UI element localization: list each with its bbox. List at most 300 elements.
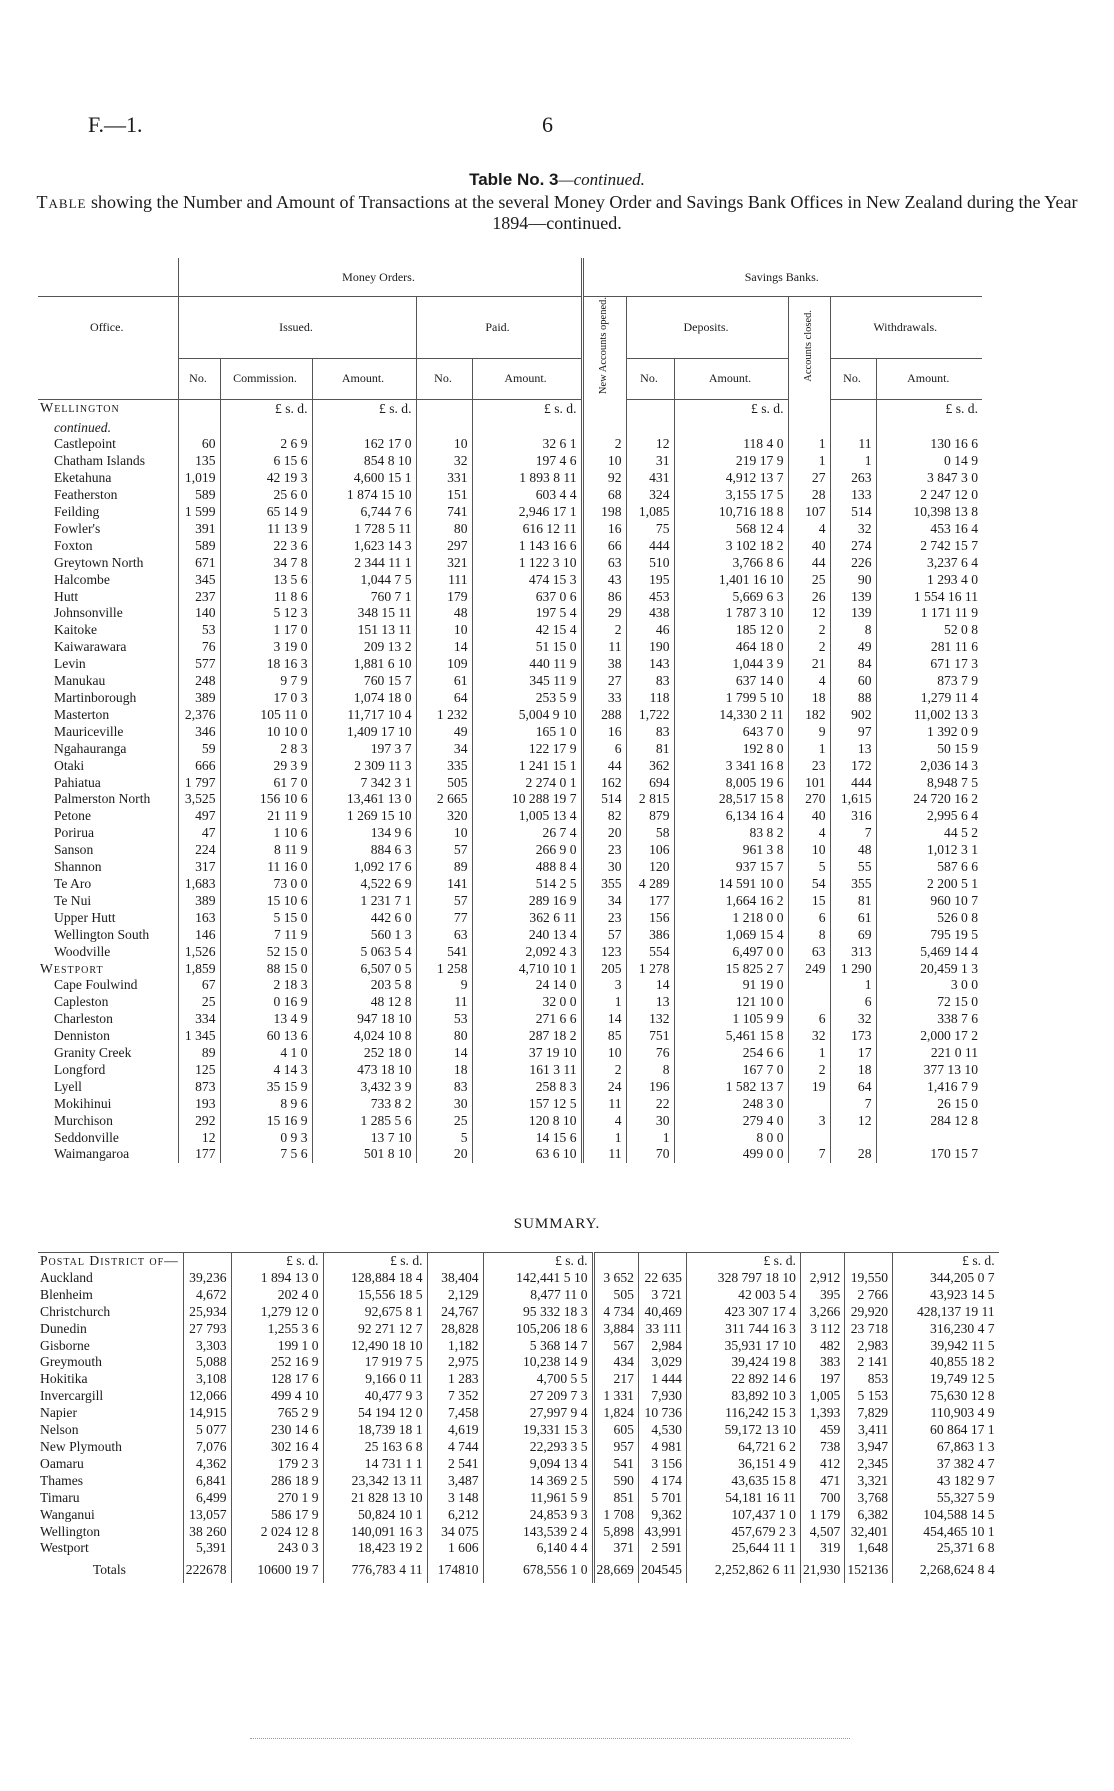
table-cell: 43,635 15 8 [686,1473,800,1490]
table-cell: 3,029 [638,1354,686,1371]
table-cell: 355 [830,876,876,893]
table-cell: 3 19 0 [220,639,312,656]
office-name: Granity Creek [54,1045,132,1061]
table-cell: 104,588 14 5 [893,1507,999,1524]
table-cell: 72 15 0 [876,994,982,1011]
table-cell: 2,946 17 1 [472,504,582,521]
table-cell: 1 231 7 1 [312,893,416,910]
office-name: Featherston [54,487,118,503]
table-cell: 1,393 [800,1405,844,1422]
table-cell: 132 [626,1011,674,1028]
office-name: Eketahuna [54,470,112,486]
table-row [38,690,982,707]
table-cell: 83,892 10 3 [686,1388,800,1405]
totals-row [38,1557,999,1583]
table-cell: 637 0 6 [472,589,582,606]
table-cell: 4,507 [800,1524,844,1541]
table-cell: 25 163 6 8 [323,1439,427,1456]
table-cell: 22 635 [638,1270,686,1287]
table-cell: 22,293 3 5 [483,1439,593,1456]
table-cell: 57 [582,927,626,944]
currency-label: £ s. d. [231,1253,323,1270]
table-cell: 5 [416,1130,472,1147]
table-cell: 121 10 0 [674,994,788,1011]
table-row [38,470,982,487]
table-cell: 21 11 9 [220,808,312,825]
table-cell: 1 171 11 9 [876,605,982,622]
table-cell: 1 285 5 6 [312,1113,416,1130]
table-row [38,538,982,555]
table-cell: 274 [830,538,876,555]
currency-label: £ s. d. [483,1253,593,1270]
table-cell: 156 [626,910,674,927]
table-cell: 1 105 9 9 [674,1011,788,1028]
table-cell: 29 [582,605,626,622]
table-cell: 2,975 [427,1354,483,1371]
table-cell: 4,710 10 1 [472,961,582,978]
table-cell: 21 [788,656,830,673]
table-cell: 27 [582,673,626,690]
table-cell: 4,530 [638,1422,686,1439]
office-name: Blenheim [40,1286,93,1302]
table-cell: 253 5 9 [472,690,582,707]
table-cell: 765 2 9 [231,1405,323,1422]
table-row [38,521,982,538]
table-cell: 46 [626,622,674,639]
office-name: Levin [54,656,86,672]
table-cell: 197 5 4 [472,605,582,622]
table-cell: 37 19 10 [472,1045,582,1062]
table-cell: 97 [830,724,876,741]
table-cell: 1 331 [593,1388,638,1405]
table-cell: 6 15 6 [220,453,312,470]
office-name: Greymouth [40,1354,102,1370]
table-cell: 190 [626,639,674,656]
table-cell: 9,094 13 4 [483,1456,593,1473]
table-cell: 3 148 [427,1490,483,1507]
table-cell: 32 [788,1028,830,1045]
table-cell: 1 708 [593,1507,638,1524]
table-title [30,170,1084,234]
table-cell: 1,074 18 0 [312,690,416,707]
office-name: Longford [54,1061,106,1077]
table-cell: 1,409 17 10 [312,724,416,741]
table-cell: 1,416 7 9 [876,1079,982,1096]
table-cell: 48 [416,605,472,622]
table-cell: 12 [788,605,830,622]
table-cell: 92 [582,470,626,487]
table-cell: 33 111 [638,1321,686,1338]
table-cell: 10 [416,622,472,639]
table-cell: 2 18 3 [220,977,312,994]
table-cell [788,1096,830,1113]
table-cell: 331 [416,470,472,487]
office-name: Dunedin [40,1320,87,1336]
office-name: Denniston [54,1028,110,1044]
table-cell: 27 793 [183,1321,231,1338]
table-cell: 3 847 3 0 [876,470,982,487]
table-cell: 362 [626,758,674,775]
table-cell: 1 [788,436,830,453]
table-cell: 16 [582,521,626,538]
table-cell: 24,853 9 3 [483,1507,593,1524]
table-cell: 130 16 6 [876,436,982,453]
table-cell: 0 9 3 [220,1130,312,1147]
table-cell: 4,672 [183,1287,231,1304]
table-cell: 21,930 [800,1557,844,1583]
table-cell: 1 345 [178,1028,220,1045]
table-cell: 43,923 14 5 [893,1287,999,1304]
table-cell: 8,005 19 6 [674,775,788,792]
office-name: Masterton [54,706,110,722]
table-cell: 1 283 [427,1371,483,1388]
table-cell: 20 [416,1146,472,1163]
table-cell: 83 [626,724,674,741]
table-cell: 83 [626,673,674,690]
table-cell: 678,556 1 0 [483,1557,593,1583]
table-row [38,1096,982,1113]
table-cell: 24 [582,1079,626,1096]
table-cell: 444 [626,538,674,555]
table-cell: 4 [582,1113,626,1130]
table-cell: 3,525 [178,791,220,808]
table-cell: 2 [582,436,626,453]
table-cell: 1 293 4 0 [876,572,982,589]
table-cell: 5 077 [183,1422,231,1439]
caption-word: Table [36,192,87,212]
table-cell: 230 14 6 [231,1422,323,1439]
summary-row [38,1321,999,1338]
table-cell: 135 [178,453,220,470]
hdr-accounts-closed: Accounts closed. [788,297,830,400]
table-cell: 11,961 5 9 [483,1490,593,1507]
table-cell: 12 [830,1113,876,1130]
table-cell: 3 721 [638,1287,686,1304]
currency-label: £ s. d. [893,1253,999,1270]
office-name: Martinborough [54,690,137,706]
table-cell: 3,884 [593,1321,638,1338]
table-cell: 3,411 [845,1422,893,1439]
table-cell: 6,134 16 4 [674,808,788,825]
table-cell: 179 2 3 [231,1456,323,1473]
table-cell: 7 [788,1146,830,1163]
table-cell: 2 274 0 1 [472,775,582,792]
table-cell: 10 736 [638,1405,686,1422]
table-cell: 11,002 13 3 [876,707,982,724]
table-cell: 2 344 11 1 [312,555,416,572]
table-cell: 54,181 16 11 [686,1490,800,1507]
table-cell: 18,423 19 2 [323,1540,427,1557]
table-cell: 83 8 2 [674,825,788,842]
table-cell: 3,766 8 6 [674,555,788,572]
table-cell: 1,648 [845,1540,893,1557]
summary-label-row [38,1253,999,1270]
table-cell: 152136 [845,1557,893,1583]
table-cell: 185 12 0 [674,622,788,639]
table-cell: 54 [788,876,830,893]
table-cell: 514 [582,791,626,808]
table-cell: 8 0 0 [674,1130,788,1147]
table-cell: 694 [626,775,674,792]
table-row [38,910,982,927]
table-cell: 111 [416,572,472,589]
table-cell: 107,437 1 0 [686,1507,800,1524]
table-cell: 109 [416,656,472,673]
table-cell: 297 [416,538,472,555]
table-cell: 19,749 12 5 [893,1371,999,1388]
summary-row [38,1287,999,1304]
table-cell: 10 [582,453,626,470]
table-cell: 6,212 [427,1507,483,1524]
table-cell: 92,675 8 1 [323,1304,427,1321]
table-cell: 497 [178,808,220,825]
table-cell: 5 12 3 [220,605,312,622]
table-cell: 11 [416,994,472,1011]
table-cell: 25 [178,994,220,1011]
table-cell: 3 341 16 8 [674,758,788,775]
hdr-withdrawals-no: No. [830,358,876,399]
table-cell: 55 [830,859,876,876]
table-cell: 105,206 18 6 [483,1321,593,1338]
summary-row [38,1524,999,1541]
table-cell: 2 [788,639,830,656]
table-cell: 1,881 6 10 [312,656,416,673]
table-cell: 140,091 16 3 [323,1524,427,1541]
table-cell: 4 174 [638,1473,686,1490]
table-cell: 1 728 5 11 [312,521,416,538]
table-cell: 258 8 3 [472,1079,582,1096]
table-cell: 5 15 0 [220,910,312,927]
table-cell: 266 9 0 [472,842,582,859]
table-cell: 8 [788,927,830,944]
table-cell: 120 [626,859,674,876]
table-cell: 316 [830,808,876,825]
table-cell: 125 [178,1062,220,1079]
table-cell: 1,623 14 3 [312,538,416,555]
table-cell: 270 1 9 [231,1490,323,1507]
table-cell: 42 15 4 [472,622,582,639]
office-name: Wellington South [54,926,150,942]
table-cell: 64 [830,1079,876,1096]
table-cell: 3,237 6 4 [876,555,982,572]
table-row [38,605,982,622]
table-cell: 39,942 11 5 [893,1338,999,1355]
table-cell: 10 288 19 7 [472,791,582,808]
table-cell: 15 825 2 7 [674,961,788,978]
office-name: Waimangaroa [54,1146,130,1162]
table-cell [830,1130,876,1147]
table-cell: 161 3 11 [472,1062,582,1079]
table-cell: 1,526 [178,944,220,961]
hdr-office-top [38,258,178,297]
office-name: Hutt [54,588,79,604]
table-cell: 38 260 [183,1524,231,1541]
table-cell: 643 7 0 [674,724,788,741]
table-cell: 2 [582,622,626,639]
table-cell: 38 [582,656,626,673]
table-cell: 1 278 [626,961,674,978]
table-cell: 53 [416,1011,472,1028]
table-row [38,825,982,842]
table-cell: 1 17 0 [220,622,312,639]
office-name: Greytown North [54,554,144,570]
table-cell: 107 [788,504,830,521]
table-cell: 9,362 [638,1507,686,1524]
table-cell: 11,717 10 4 [312,707,416,724]
table-cell: 167 7 0 [674,1062,788,1079]
table-cell: 6 [788,910,830,927]
table-cell: 22 [626,1096,674,1113]
table-cell: 412 [800,1456,844,1473]
table-cell: 5 368 14 7 [483,1338,593,1355]
table-cell: 589 [178,538,220,555]
table-cell: 38,404 [427,1270,483,1287]
hdr-savings-banks: Savings Banks. [582,258,982,297]
table-cell: 434 [593,1354,638,1371]
table-cell: 139 [830,605,876,622]
table-cell: 95 332 18 3 [483,1304,593,1321]
table-cell: 47 [178,825,220,842]
table-cell: 73 0 0 [220,876,312,893]
table-cell: 317 [178,859,220,876]
office-name: Castlepoint [54,436,116,452]
table-cell: 64,721 6 2 [686,1439,800,1456]
table-cell: 29,920 [845,1304,893,1321]
table-cell: 733 8 2 [312,1096,416,1113]
table-cell: 18 [788,690,830,707]
table-cell: 13,057 [183,1507,231,1524]
table-cell: 12 [626,436,674,453]
table-cell: 292 [178,1113,220,1130]
table-cell: 2,345 [845,1456,893,1473]
table-cell: 7 352 [427,1388,483,1405]
table-cell: 320 [416,808,472,825]
table-cell: 454,465 10 1 [893,1524,999,1541]
table-cell: 82 [582,808,626,825]
table-cell: 34 [416,741,472,758]
table-cell: 328 797 18 10 [686,1270,800,1287]
table-cell: 5 063 5 4 [312,944,416,961]
table-cell: 163 [178,910,220,927]
table-cell: 32 [830,1011,876,1028]
table-cell: 389 [178,690,220,707]
table-cell: 6,744 7 6 [312,504,416,521]
table-cell: 67 [178,977,220,994]
section-row [38,399,982,420]
table-cell: 637 14 0 [674,673,788,690]
table-cell: 197 4 6 [472,453,582,470]
table-cell: 3 [788,1113,830,1130]
table-cell: 395 [800,1287,844,1304]
table-cell: 48 [830,842,876,859]
table-cell: 222678 [183,1557,231,1583]
table-cell: 459 [800,1422,844,1439]
table-cell: 873 [178,1079,220,1096]
table-cell: 66 [582,538,626,555]
summary-row [38,1540,999,1557]
table-cell: 43 [582,572,626,589]
table-cell: 499 0 0 [674,1146,788,1163]
table-cell: 6,140 4 4 [483,1540,593,1557]
table-cell: 603 4 4 [472,487,582,504]
table-cell: 1,401 16 10 [674,572,788,589]
table-cell: 884 6 3 [312,842,416,859]
table-cell: 313 [830,944,876,961]
table-cell: 1,092 17 6 [312,859,416,876]
table-cell: 464 18 0 [674,639,788,656]
table-cell: 1 [830,977,876,994]
table-cell: 1 [626,1130,674,1147]
table-cell: 751 [626,1028,674,1045]
table-cell: 142,441 5 10 [483,1270,593,1287]
table-cell: 248 [178,673,220,690]
table-cell: 21 828 13 10 [323,1490,427,1507]
summary-table [38,1252,999,1583]
table-cell: 1,279 11 4 [876,690,982,707]
table-cell: 3,768 [845,1490,893,1507]
table-row [38,622,982,639]
table-cell: 51 15 0 [472,639,582,656]
office-name: Palmerston North [54,791,151,807]
table-cell: 7,458 [427,1405,483,1422]
table-cell: 23 [788,758,830,775]
table-cell: 2 [582,1062,626,1079]
table-cell: 345 [178,572,220,589]
summary-label: Postal District of— [40,1253,179,1268]
table-cell: 13 [830,741,876,758]
table-cell: 67,863 1 3 [893,1439,999,1456]
summary-row [38,1304,999,1321]
table-cell: 25 6 0 [220,487,312,504]
table-cell: 289 16 9 [472,893,582,910]
table-cell: 6,507 0 5 [312,961,416,978]
table-cell: 30 [582,859,626,876]
office-name: Christchurch [40,1303,111,1319]
table-cell: 338 7 6 [876,1011,982,1028]
office-name: Wellington [40,1523,101,1539]
table-cell: 7 342 3 1 [312,775,416,792]
table-cell: 26 7 4 [472,825,582,842]
table-cell: 57 [416,893,472,910]
table-cell: 560 1 3 [312,927,416,944]
summary-row [38,1422,999,1439]
table-cell: 2,376 [178,707,220,724]
table-cell: 157 12 5 [472,1096,582,1113]
currency-label: £ s. d. [312,399,416,420]
table-cell: 90 [830,572,876,589]
table-cell: 146 [178,927,220,944]
table-cell: 3 112 [800,1321,844,1338]
office-name: Ngahauranga [54,740,127,756]
table-cell: 12,066 [183,1388,231,1405]
table-cell: 60 13 6 [220,1028,312,1045]
office-name: Thames [40,1472,84,1488]
office-name: Westport [40,1540,89,1556]
table-cell: 32 6 1 [472,436,582,453]
table-cell: 501 8 10 [312,1146,416,1163]
table-cell: 32 [416,453,472,470]
table-cell: 52 0 8 [876,622,982,639]
table-cell: 40,855 18 2 [893,1354,999,1371]
table-cell: 88 [830,690,876,707]
office-name: Wanganui [40,1506,95,1522]
table-row [38,927,982,944]
table-row [38,1028,982,1045]
table-cell: 10,398 13 8 [876,504,982,521]
table-cell: 11 13 9 [220,521,312,538]
table-cell: 28 [830,1146,876,1163]
table-cell: 11 8 6 [220,589,312,606]
